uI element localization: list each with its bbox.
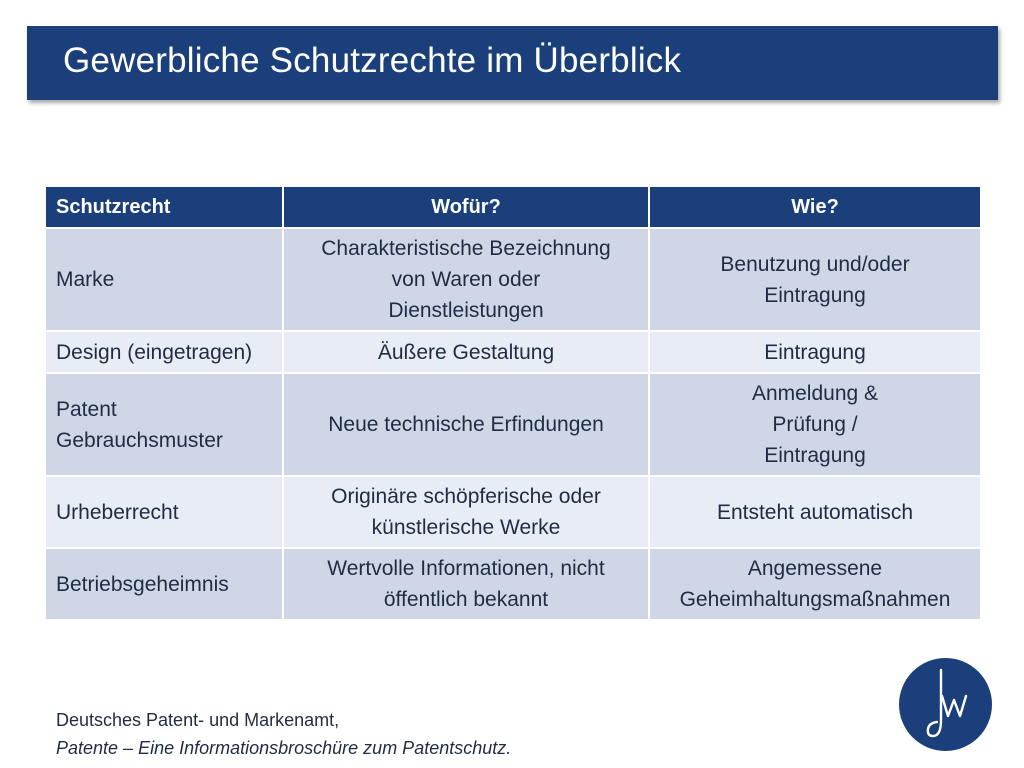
- title-bar: [27, 26, 998, 100]
- cell-text: Urheberrecht: [56, 500, 179, 524]
- cell-what: [283, 373, 649, 476]
- cell-text: Eintragung: [764, 444, 866, 467]
- cell-text: Wertvolle Informationen, nicht: [327, 557, 605, 580]
- cell-text: Betriebsgeheimnis: [56, 572, 229, 596]
- cell-what: [283, 331, 649, 373]
- cell-text: Marke: [56, 268, 115, 291]
- cell-text: Anmeldung &: [751, 382, 879, 405]
- cell-text: Dienstleistungen: [388, 299, 544, 322]
- cell-text: Originäre schöpferische oder: [331, 485, 601, 508]
- slide-title: Gewerbliche Schutzrechte im Überblick: [63, 41, 682, 80]
- jw-logo: [899, 658, 992, 751]
- cell-right: [45, 331, 283, 373]
- table-header-row: [45, 186, 981, 228]
- header-wofuer: Wofür?: [283, 186, 649, 228]
- cell-how: [649, 476, 981, 548]
- table-row-betriebsgeheimnis: [45, 548, 981, 620]
- cell-text: Prüfung /: [772, 413, 858, 436]
- table-row-urheberrecht: [45, 476, 981, 548]
- cell-how: [649, 373, 981, 476]
- table-row-patent: [45, 373, 981, 476]
- cell-text: öffentlich bekannt: [383, 588, 549, 611]
- cell-text: Benutzung und/oder: [720, 252, 910, 276]
- cell-text: Neue technische Erfindungen: [328, 413, 604, 436]
- cell-text: Angemessene: [747, 557, 883, 580]
- cell-what: [283, 476, 649, 548]
- cell-text: Charakteristische Bezeichnung: [321, 237, 611, 260]
- cell-right: [45, 373, 283, 476]
- cell-right: [45, 476, 283, 548]
- table-row-marke: [45, 228, 981, 331]
- cell-how: [649, 228, 981, 331]
- cell-text: Eintragung: [764, 283, 866, 307]
- source-citation: [56, 706, 511, 762]
- cell-right: [45, 228, 283, 331]
- cell-what: [283, 548, 649, 620]
- cell-text: Geheimhaltungsmaßnahmen: [679, 588, 951, 611]
- header-wie: Wie?: [649, 186, 981, 228]
- cell-text: Gebrauchsmuster: [56, 428, 223, 452]
- citation-line-1: Deutsches Patent- und Markenamt,: [56, 710, 340, 730]
- citation-line-2: Patente – Eine Informationsbroschüre zum Patentschutz.: [56, 738, 512, 758]
- cell-right: [45, 548, 283, 620]
- table-row-design: [45, 331, 981, 373]
- jw-logo-mark: [899, 658, 992, 751]
- cell-text: Eintragung: [764, 340, 866, 364]
- cell-text: künstlerische Werke: [371, 516, 561, 539]
- cell-how: [649, 331, 981, 373]
- cell-text: Design (eingetragen): [56, 340, 253, 364]
- cell-what: [283, 228, 649, 331]
- header-schutzrecht: Schutzrecht: [45, 186, 283, 228]
- cell-how: [649, 548, 981, 620]
- cell-text: von Waren oder: [391, 268, 541, 291]
- cell-text: Patent: [56, 397, 117, 421]
- cell-text: Entsteht automatisch: [716, 500, 914, 524]
- cell-text: Äußere Gestaltung: [377, 340, 555, 364]
- schutzrechte-table: [44, 185, 982, 621]
